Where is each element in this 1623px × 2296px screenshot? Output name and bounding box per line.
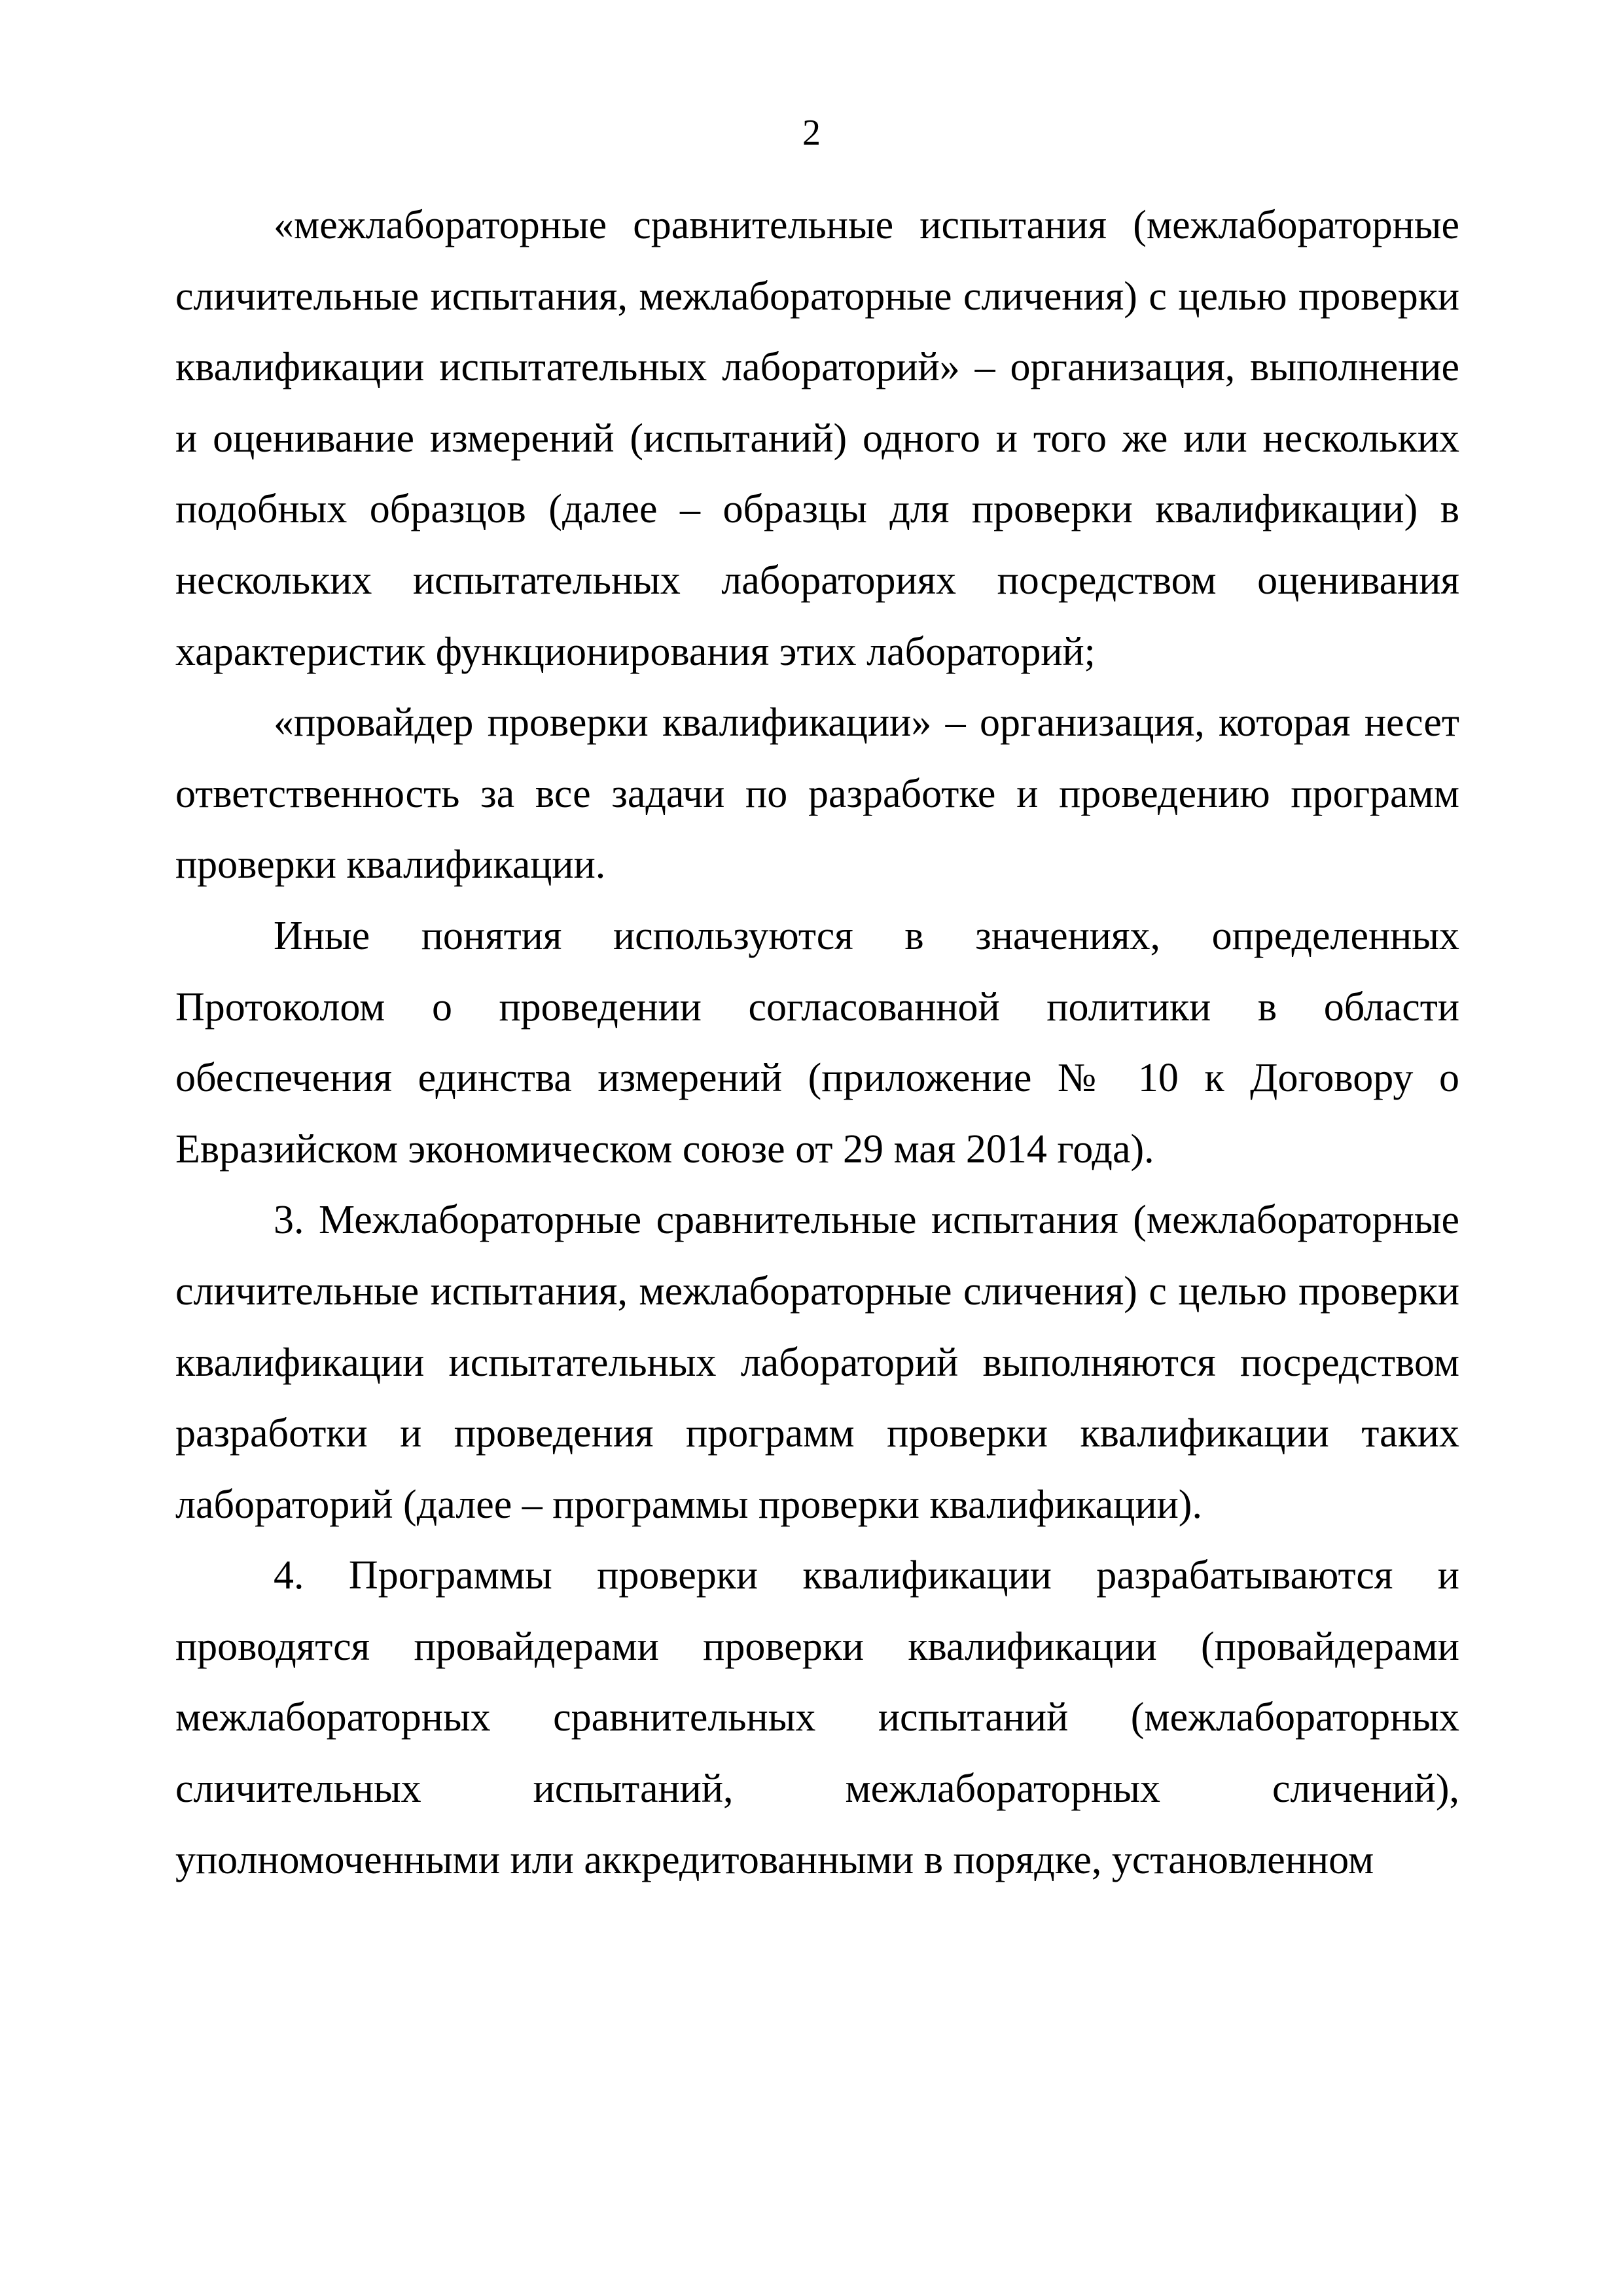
paragraph-definition-interlaboratory-comparisons: «межлабораторные сравнительные испытания (межлабораторные сличительные испытания, межлабораторные сличения) с целью проверки квалификации испытательных лабораторий» – организация, выполнение и оценивание измерений (испытаний) одного и того же или нескольких подобных образцов (далее – образцы для проверки квалификации) в нескольких испытательных лабораториях посредством оценивания характеристик функционирования этих лабораторий;: [175, 203, 1459, 674]
page-number: 2: [802, 113, 821, 153]
paragraph-item-4: 4. Программы проверки квалификации разрабатываются и проводятся провайдерами проверки квалификации (провайдерами межлабораторных сравнительных испытаний (межлабораторных сличительных испытаний, межлабораторных сличений), уполномоченными или аккредитованными в порядке, установленном: [175, 1553, 1459, 1882]
paragraph-item-3: 3. Межлабораторные сравнительные испытания (межлабораторные сличительные испытания, межлабораторные сличения) с целью проверки квалификации испытательных лабораторий выполняются посредством разработки и проведения программ проверки квалификации таких лабораторий (далее – программы проверки квалификации).: [175, 1198, 1459, 1527]
paragraph-definition-proficiency-provider: «провайдер проверки квалификации» – организация, которая несет ответственность за все задачи по разработке и проведению программ проверки квалификации.: [175, 700, 1459, 888]
document-body: [175, 190, 1459, 1895]
paragraph-other-concepts: Иные понятия используются в значениях, определенных Протоколом о проведении согласованной политики в области обеспечения единства измерений (приложение № 10 к Договору о Евразийском экономическом союзе от 29 мая 2014 года).: [175, 913, 1459, 1172]
